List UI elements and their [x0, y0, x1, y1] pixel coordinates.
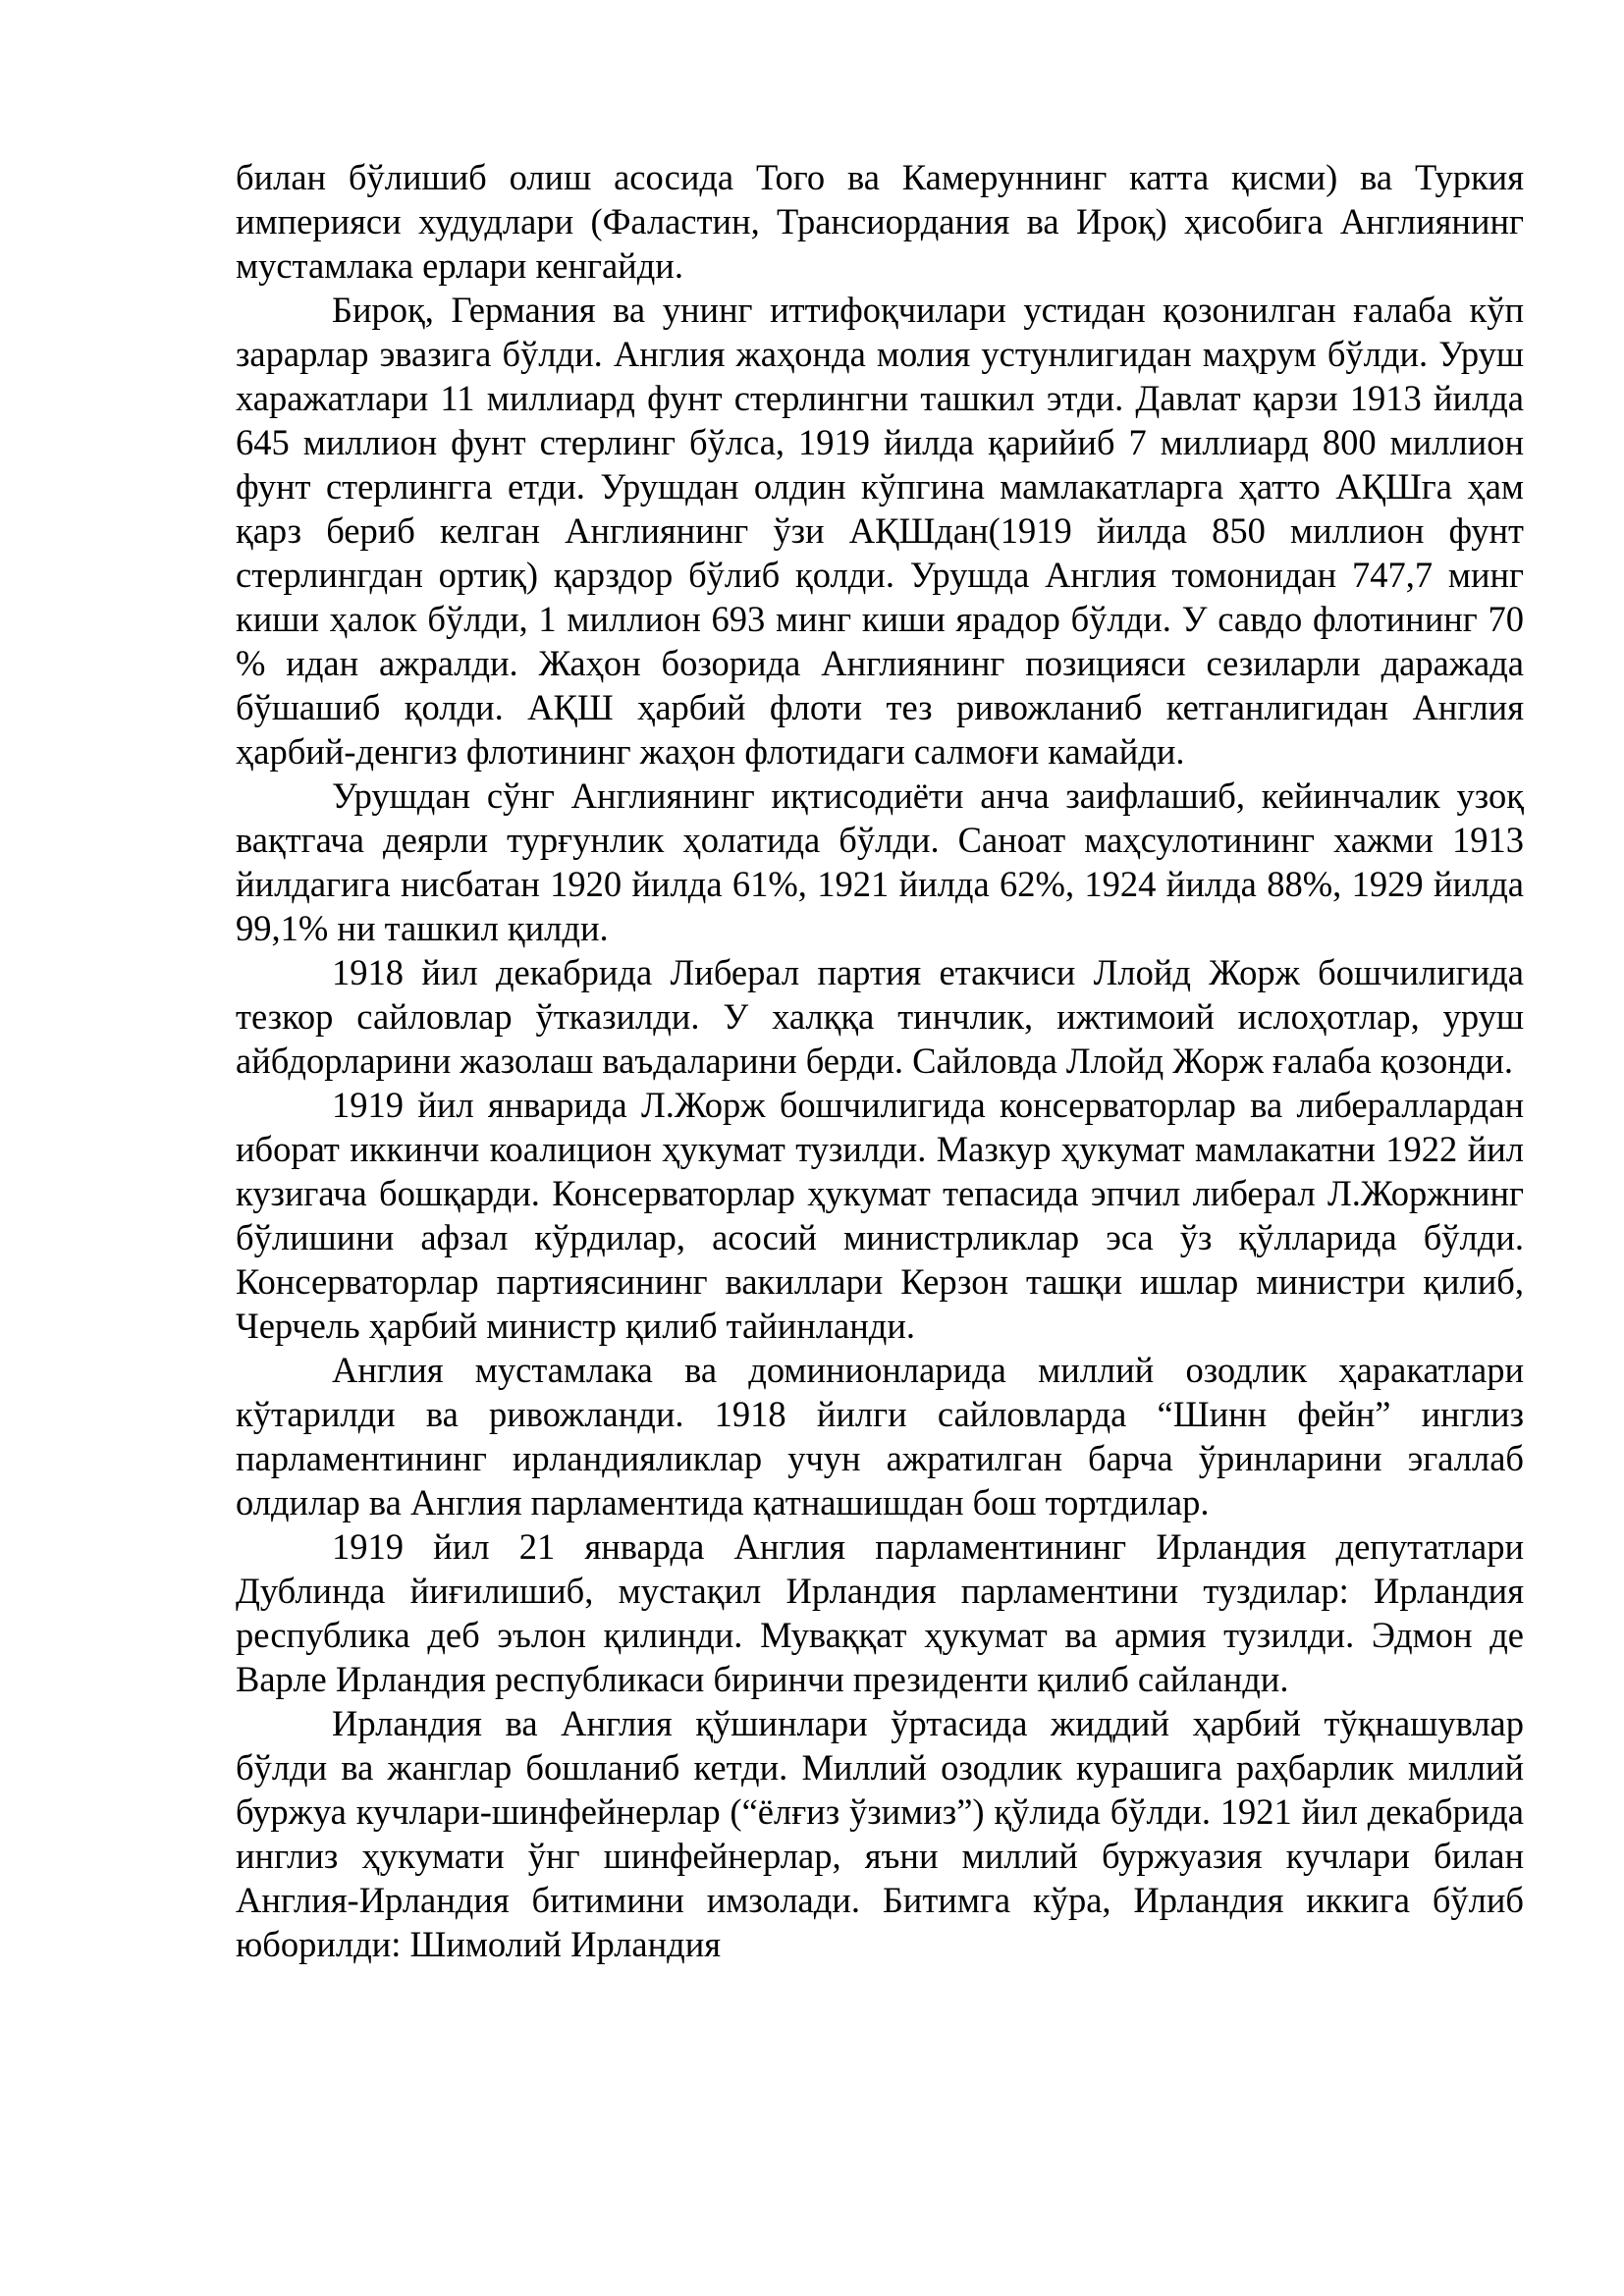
document-page: [236, 155, 1524, 1966]
paragraph-5: 1919 йил январида Л.Жорж бошчилигида консерваторлар ва либераллардан иборат иккинчи коалицион ҳукумат тузилди. Мазкур ҳукумат мамлакатни 1922 йил кузигача бошқарди. Консерваторлар ҳукумат тепасида эпчил либерал Л.Жоржнинг бўлишини афзал кўрдилар, асосий министрликлар эса ўз қўлларида бўлди. Консерваторлар партиясининг вакиллари Керзон ташқи ишлар министри қилиб, Черчель ҳарбий министр қилиб тайинланди.: [236, 1085, 1524, 1346]
paragraph-8: Ирландия ва Англия қўшинлари ўртасида жиддий ҳарбий тўқнашувлар бўлди ва жанглар бошланиб кетди. Миллий озодлик курашига раҳбарлик миллий буржуа кучлари-шинфейнерлар (“ёлғиз ўзимиз”) қўлида бўлди. 1921 йил декабрида инглиз ҳукумати ўнг шинфейнерлар, яъни миллий буржуазия кучлари билан Англия-Ирландия битимини имзолади. Битимга кўра, Ирландия иккига бўлиб юборилди: Шимолий Ирландия: [236, 1703, 1524, 1964]
paragraph-2: Бироқ, Германия ва унинг иттифоқчилари устидан қозонилган ғалаба кўп зарарлар эвазига бўлди. Англия жаҳонда молия устунлигидан маҳрум бўлди. Уруш харажатлари 11 миллиард фунт стерлингни ташкил этди. Давлат қарзи 1913 йилда 645 миллион фунт стерлинг бўлса, 1919 йилда қарийиб 7 миллиард 800 миллион фунт стерлингга етди. Урушдан олдин кўпгина мамлакатларга ҳатто АҚШга ҳам қарз бериб келган Англиянинг ўзи АҚШдан(1919 йилда 850 миллион фунт стерлингдан ортиқ) қарздор бўлиб қолди. Урушда Англия томонидан 747,7 минг киши ҳалок бўлди, 1 миллион 693 минг киши ярадор бўлди. У савдо флотининг 70 % идан ажралди. Жаҳон бозорида Англиянинг позицияси сезиларли даражада бўшашиб қолди. АҚШ ҳарбий флоти тез ривожланиб кетганлигидан Англия ҳарбий-денгиз флотининг жаҳон флотидаги салмоғи камайди.: [236, 290, 1524, 772]
paragraph-7: 1919 йил 21 январда Англия парламентининг Ирландия депутатлари Дублинда йиғилишиб, мустақил Ирландия парламентини туздилар: Ирландия республика деб эълон қилинди. Муваққат ҳукумат ва армия тузилди. Эдмон де Варле Ирландия республикаси биринчи президенти қилиб сайланди.: [236, 1526, 1524, 1699]
paragraph-6: Англия мустамлака ва доминионларида миллий озодлик ҳаракатлари кўтарилди ва ривожланди. 1918 йилги сайловларда “Шинн фейн” инглиз парламентининг ирландияликлар учун ажратилган барча ўринларини эгаллаб олдилар ва Англия парламентида қатнашишдан бош тортдилар.: [236, 1350, 1524, 1522]
paragraph-3: Урушдан сўнг Англиянинг иқтисодиёти анча заифлашиб, кейинчалик узоқ вақтгача деярли турғунлик ҳолатида бўлди. Саноат маҳсулотининг хажми 1913 йилдагига нисбатан 1920 йилда 61%, 1921 йилда 62%, 1924 йилда 88%, 1929 йилда 99,1% ни ташкил қилди.: [236, 775, 1524, 948]
paragraph-1: билан бўлишиб олиш асосида Того ва Камеруннинг катта қисми) ва Туркия империяси худудлари (Фаластин, Трансиордания ва Ироқ) ҳисобига Англиянинг мустамлака ерлари кенгайди.: [236, 157, 1524, 286]
paragraph-4: 1918 йил декабрида Либерал партия етакчиси Ллойд Жорж бошчилигида тезкор сайловлар ўтказилди. У халққа тинчлик, ижтимоий ислоҳотлар, уруш айбдорларини жазолаш ваъдаларини берди. Сайловда Ллойд Жорж ғалаба қозонди.: [236, 952, 1524, 1081]
